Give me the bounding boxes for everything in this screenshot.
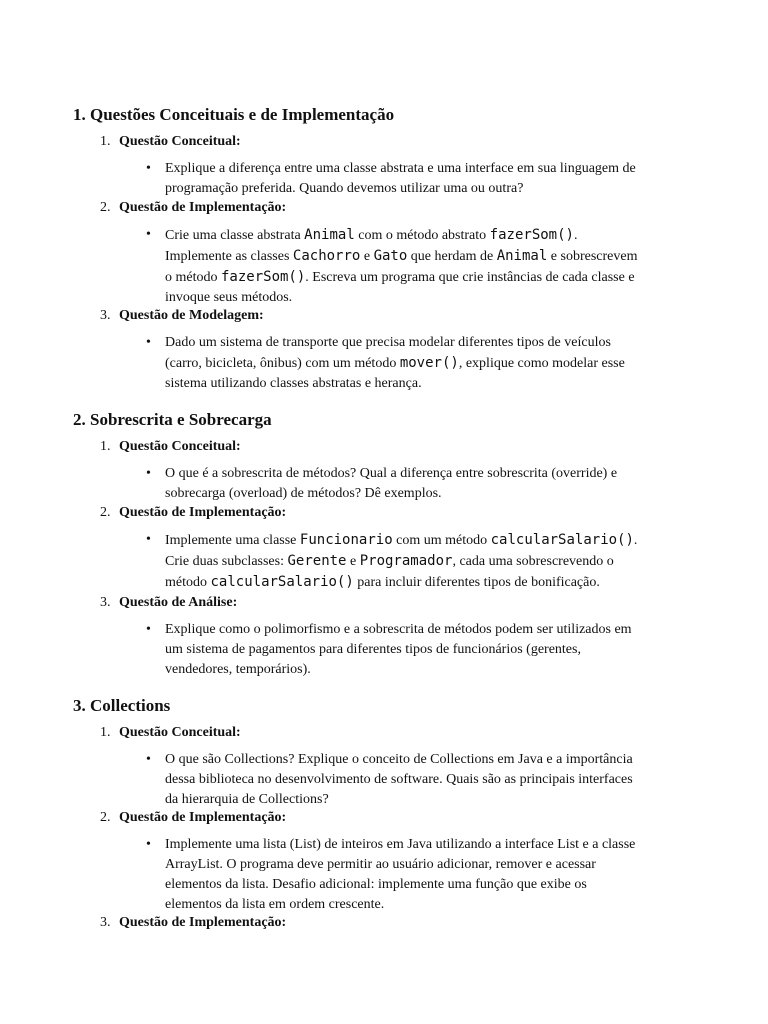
inline-code: Programador	[359, 553, 453, 569]
inline-code: Cachorro	[292, 248, 361, 264]
bullet-icon: •	[146, 622, 151, 637]
question-body	[165, 225, 695, 308]
body-line	[165, 464, 695, 484]
question-body	[165, 835, 695, 915]
question-number: 1.	[100, 134, 111, 149]
body-line	[165, 267, 695, 288]
text-run: vendedores, temporários).	[165, 662, 311, 677]
text-run: O que são Collections? Explique o conceito de Collections em Java e a importância	[165, 752, 633, 767]
body-line	[165, 790, 695, 810]
body-line	[165, 353, 695, 374]
body-line	[165, 484, 695, 504]
inline-code: calcularSalario()	[210, 574, 354, 590]
question-number: 3.	[100, 915, 111, 930]
question-title: Questão Conceitual:	[119, 725, 241, 740]
question-number: 3.	[100, 595, 111, 610]
question-number: 2.	[100, 200, 111, 215]
body-line	[165, 288, 695, 308]
inline-code: fazerSom()	[221, 269, 306, 285]
text-run: o método	[165, 270, 221, 285]
text-run: elementos da lista em ordem crescente.	[165, 897, 385, 912]
question-body	[165, 333, 695, 394]
text-run: Implemente uma lista (List) de inteiros em Java utilizando a interface List e a classe	[165, 837, 636, 852]
question-body	[165, 159, 695, 199]
text-run: da hierarquia de Collections?	[165, 792, 329, 807]
text-run: e	[360, 249, 374, 264]
question-body	[165, 750, 695, 810]
inline-code: Animal	[496, 248, 548, 264]
question-number: 3.	[100, 308, 111, 323]
inline-code: mover()	[399, 355, 459, 371]
text-run: Crie duas subclasses:	[165, 554, 288, 569]
bullet-icon: •	[146, 227, 151, 242]
question-body	[165, 530, 695, 593]
body-line	[165, 770, 695, 790]
question-title: Questão Conceitual:	[119, 134, 241, 149]
question-number: 2.	[100, 505, 111, 520]
text-run: invoque seus métodos.	[165, 290, 293, 305]
text-run: .	[633, 533, 638, 548]
body-line	[165, 750, 695, 770]
text-run: que herdam de	[407, 249, 497, 264]
body-line	[165, 159, 695, 179]
body-line	[165, 179, 695, 199]
body-line	[165, 640, 695, 660]
text-run: . Escreva um programa que crie instâncias de cada classe e	[305, 270, 635, 285]
body-line	[165, 246, 695, 267]
body-line	[165, 620, 695, 640]
text-run: O que é a sobrescrita de métodos? Qual a diferença entre sobrescrita (override) e	[165, 466, 618, 481]
section-title: 1. Questões Conceituais e de Implementação	[73, 105, 395, 124]
inline-code: Animal	[304, 227, 355, 243]
question-title: Questão de Implementação:	[119, 200, 287, 215]
question-title: Questão de Implementação:	[119, 505, 287, 520]
text-run: Implemente uma classe	[165, 533, 300, 548]
text-run: (carro, bicicleta, ônibus) com um método	[165, 356, 400, 371]
text-run: sistema utilizando classes abstratas e herança.	[165, 376, 422, 391]
inline-code: Funcionario	[299, 532, 393, 548]
body-line	[165, 660, 695, 680]
question-title: Questão de Implementação:	[119, 915, 287, 930]
inline-code: Gerente	[287, 553, 347, 569]
text-run: Crie uma classe abstrata	[165, 228, 305, 243]
text-run: programação preferida. Quando devemos utilizar uma ou outra?	[165, 181, 524, 196]
body-line	[165, 333, 695, 353]
text-run: Dado um sistema de transporte que precisa modelar diferentes tipos de veículos	[165, 335, 611, 350]
body-line	[165, 530, 695, 551]
body-line	[165, 855, 695, 875]
text-run: com o método abstrato	[354, 228, 490, 243]
section-title: 3. Collections	[73, 696, 171, 715]
question-title: Questão de Implementação:	[119, 810, 287, 825]
inline-code: fazerSom()	[489, 227, 574, 243]
text-run: para incluir diferentes tipos de bonificação.	[353, 575, 600, 590]
text-run: dessa biblioteca no desenvolvimento de software. Quais são as principais interfaces	[165, 772, 633, 787]
text-run: método	[165, 575, 211, 590]
text-run: com um método	[392, 533, 491, 548]
text-run: um sistema de pagamentos para diferentes tipos de funcionários (gerentes,	[165, 642, 581, 657]
question-number: 1.	[100, 439, 111, 454]
body-line	[165, 895, 695, 915]
body-line	[165, 572, 695, 593]
text-run: elementos da lista. Desafio adicional: implemente uma função que exibe os	[165, 877, 587, 892]
question-title: Questão Conceitual:	[119, 439, 241, 454]
question-body	[165, 620, 695, 680]
bullet-icon: •	[146, 466, 151, 481]
text-run: , cada uma sobrescrevendo o	[452, 554, 614, 569]
question-number: 1.	[100, 725, 111, 740]
text-run: Explique como o polimorfismo e a sobrescrita de métodos podem ser utilizados em	[165, 622, 632, 637]
text-run: .	[573, 228, 578, 243]
bullet-icon: •	[146, 161, 151, 176]
section-title: 2. Sobrescrita e Sobrecarga	[73, 410, 272, 429]
text-run: ArrayList. O programa deve permitir ao usuário adicionar, remover e acessar	[165, 857, 596, 872]
bullet-icon: •	[146, 532, 151, 547]
text-run: sobrecarga (overload) de métodos? Dê exemplos.	[165, 486, 442, 501]
text-run: e	[346, 554, 360, 569]
question-body	[165, 464, 695, 504]
text-run: Implemente as classes	[165, 249, 293, 264]
bullet-icon: •	[146, 837, 151, 852]
bullet-icon: •	[146, 335, 151, 350]
question-title: Questão de Análise:	[119, 595, 238, 610]
body-line	[165, 875, 695, 895]
question-title: Questão de Modelagem:	[119, 308, 264, 323]
inline-code: calcularSalario()	[490, 532, 634, 548]
body-line	[165, 551, 695, 572]
body-line	[165, 374, 695, 394]
text-run: Explique a diferença entre uma classe abstrata e uma interface em sua linguagem de	[165, 161, 636, 176]
body-line	[165, 835, 695, 855]
text-run: , explique como modelar esse	[458, 356, 625, 371]
body-line	[165, 225, 695, 246]
text-run: e sobrescrevem	[547, 249, 638, 264]
bullet-icon: •	[146, 752, 151, 767]
inline-code: Gato	[373, 248, 408, 264]
question-number: 2.	[100, 810, 111, 825]
